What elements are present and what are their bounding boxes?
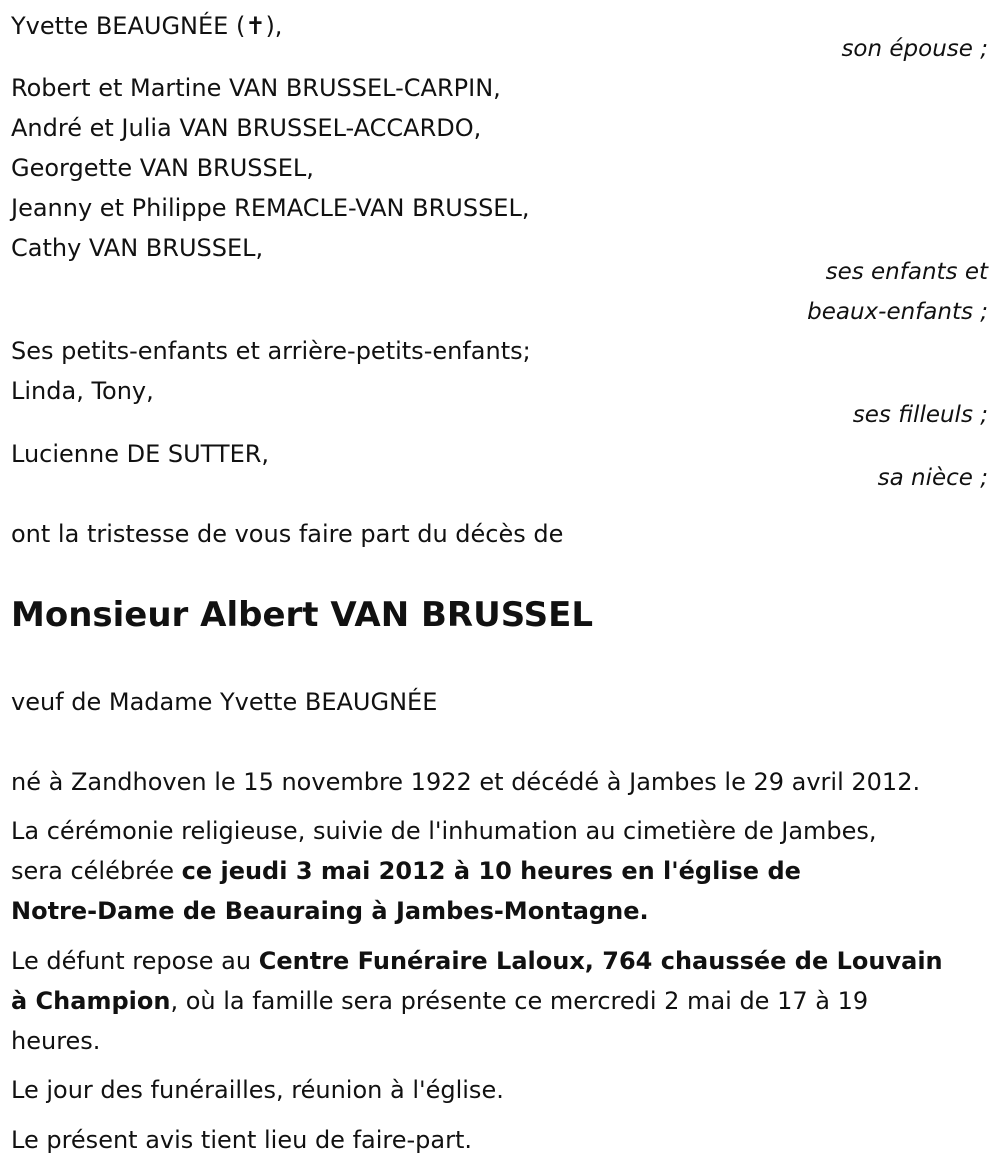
- widower-line: veuf de Madame Yvette BEAUGNÉE: [11, 688, 438, 716]
- godchildren-role: ses filleuls ;: [852, 402, 988, 428]
- repose-line: heures.: [11, 1027, 101, 1055]
- birth-death-line: né à Zandhoven le 15 novembre 1922 et décédé à Jambes le 29 avril 2012.: [11, 768, 921, 796]
- children-role: beaux-enfants ;: [807, 299, 988, 325]
- ceremony-line: La cérémonie religieuse, suivie de l'inhumation au cimetière de Jambes,: [11, 817, 877, 845]
- niece-name: Lucienne DE SUTTER,: [11, 440, 270, 468]
- child-name: Cathy VAN BRUSSEL,: [11, 234, 264, 262]
- funeral-center-address: Centre Funéraire Laloux, 764 chaussée de Louvain: [258, 947, 943, 975]
- meeting-line: Le jour des funérailles, réunion à l'église.: [11, 1076, 504, 1104]
- ceremony-line: [11, 856, 801, 886]
- ceremony-text: sera célébrée: [11, 857, 182, 885]
- niece-role: sa nièce ;: [877, 465, 988, 491]
- child-name: Robert et Martine VAN BRUSSEL-CARPIN,: [11, 74, 501, 102]
- funeral-center-town: à Champion: [11, 987, 171, 1015]
- children-role: ses enfants et: [825, 259, 988, 285]
- ceremony-line: [11, 896, 649, 926]
- child-name: Jeanny et Philippe REMACLE-VAN BRUSSEL,: [11, 194, 530, 222]
- grandchildren-line: Ses petits-enfants et arrière-petits-enfants;: [11, 337, 531, 365]
- child-name: André et Julia VAN BRUSSEL-ACCARDO,: [11, 114, 482, 142]
- spouse-name: Yvette BEAUGNÉE (✝),: [11, 12, 283, 40]
- repose-line: [11, 946, 943, 976]
- deceased-name: Monsieur Albert VAN BRUSSEL: [11, 595, 594, 635]
- repose-text: Le défunt repose au: [11, 947, 259, 975]
- ceremony-datetime: ce jeudi 3 mai 2012 à 10 heures en l'église de: [181, 857, 801, 885]
- repose-line: [11, 986, 868, 1016]
- child-name: Georgette VAN BRUSSEL,: [11, 154, 314, 182]
- notice-line: Le présent avis tient lieu de faire-part.: [11, 1126, 473, 1154]
- ceremony-place: Notre-Dame de Beauraing à Jambes-Montagne.: [11, 897, 649, 925]
- godchildren-names: Linda, Tony,: [11, 377, 154, 405]
- spouse-role: son épouse ;: [841, 36, 988, 62]
- announcement-line: ont la tristesse de vous faire part du décès de: [11, 520, 564, 548]
- repose-text: , où la famille sera présente ce mercredi 2 mai de 17 à 19: [170, 987, 869, 1015]
